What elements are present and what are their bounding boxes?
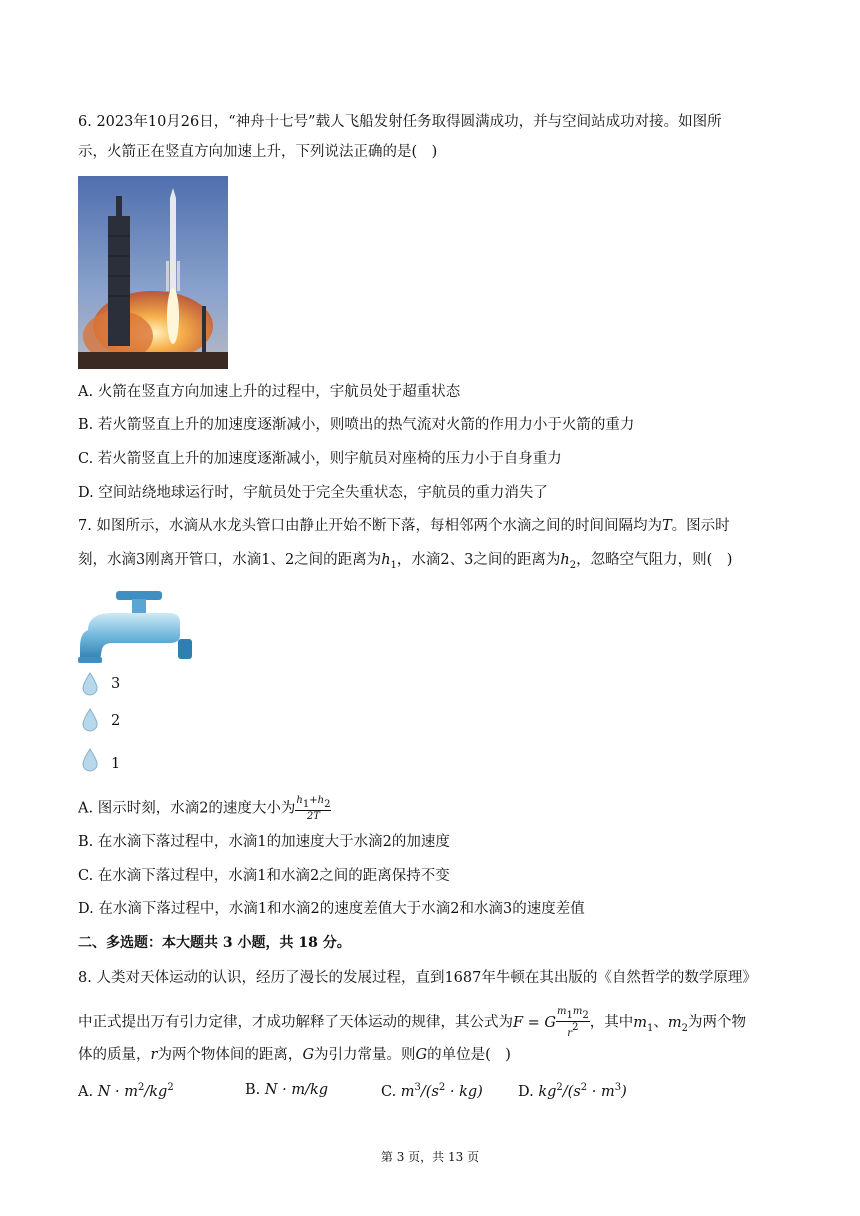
q8-option-a: A. $N \cdot m^2/kg^2$ xyxy=(78,1082,174,1100)
q7-stem-text-a: 7. 如图所示，水滴从水龙头管口由静止开始不断下落，每相邻两个水滴之间的时间间隔均为 xyxy=(78,518,662,534)
q7-option-b: B. 在水滴下落过程中，水滴1的加速度大于水滴2的加速度 xyxy=(78,834,450,850)
q8-stem-line1: 8. 人类对天体运动的认识，经历了漫长的发展过程，直到1687年牛顿在其出版的《自然哲学的数学原理》 xyxy=(78,970,757,986)
q7-stem-line2 xyxy=(78,550,732,576)
q7-stem-text-e: ，忽略空气阻力，则( ) xyxy=(576,552,733,568)
q6-stem-line1: 6. 2023年10月26日，“神舟十七号”载人飞船发射任务取得圆满成功，并与空间站成功对接。如图所 xyxy=(78,114,722,130)
q7-stem-text-b: 。图示时 xyxy=(671,518,730,534)
water-drop-1-icon xyxy=(81,748,99,772)
q7-var-T: T xyxy=(661,518,672,534)
q8-option-c: C. $m^3/(s^2 \cdot kg)$ xyxy=(381,1082,483,1100)
q6-option-c: C. 若火箭竖直上升的加速度逐渐减小，则宇航员对座椅的压力小于自身重力 xyxy=(78,451,562,467)
q8-stem-line3: 体的质量，r为两个物体间的距离，G为引力常量。则G的单位是( ) xyxy=(78,1047,511,1063)
q6-stem-line2: 示，火箭正在竖直方向加速上升，下列说法正确的是( ) xyxy=(78,144,438,160)
drop-label-3: 3 xyxy=(111,676,121,692)
drop-label-1: 1 xyxy=(111,756,121,772)
q7-var-h1: $h_1$ xyxy=(381,552,397,571)
q7-option-d: D. 在水滴下落过程中，水滴1和水滴2的速度差值大于水滴2和水滴3的速度差值 xyxy=(78,901,585,917)
page-footer: 第 3 页，共 13 页 xyxy=(380,1150,480,1164)
q8-option-d: D. $kg^2/(s^2 \cdot m^3)$ xyxy=(518,1082,627,1100)
q6-option-a: A. 火箭在竖直方向加速上升的过程中，宇航员处于超重状态 xyxy=(78,384,461,400)
q8-stem-line2: 中正式提出万有引力定律，才成功解释了天体运动的规律，其公式为F = G $\frac{m1m2}{r2}$ ，其中$m_1$、$m_2$为两个物 xyxy=(78,1006,746,1039)
q7-stem-text-d: ，水滴2、3之间的距离为 xyxy=(396,552,561,568)
water-drop-3-icon xyxy=(81,672,99,696)
q7-option-a: A. 图示时刻，水滴2的速度大小为 $\frac{h1+h2}{2T}$ xyxy=(78,795,331,822)
faucet-illustration xyxy=(78,585,198,670)
q7-stem-text-c: 刻，水滴3刚离开管口，水滴1、2之间的距离为 xyxy=(78,552,382,568)
section-heading: 二、多选题：本大题共 3 小题，共 18 分。 xyxy=(78,935,351,951)
water-drop-2-icon xyxy=(81,708,99,732)
formula-gravitation: F = G $\frac{m1m2}{r2}$ xyxy=(513,1006,589,1039)
drop-label-2: 2 xyxy=(111,713,121,729)
q6-option-d: D. 空间站绕地球运行时，宇航员处于完全失重状态，宇航员的重力消失了 xyxy=(78,485,548,501)
q8-option-b: B. N · m/kg xyxy=(245,1082,329,1098)
q7-option-c: C. 在水滴下落过程中，水滴1和水滴2之间的距离保持不变 xyxy=(78,868,450,884)
q7-var-h2: $h_2$ xyxy=(560,552,577,571)
q7-stem-line1 xyxy=(78,516,730,536)
rocket-launch-photo xyxy=(78,176,228,369)
fraction-h1-plus-h2-over-2T: $\frac{h1+h2}{2T}$ xyxy=(296,795,331,822)
q6-option-b: B. 若火箭竖直上升的加速度逐渐减小，则喷出的热气流对火箭的作用力小于火箭的重力 xyxy=(78,417,635,433)
